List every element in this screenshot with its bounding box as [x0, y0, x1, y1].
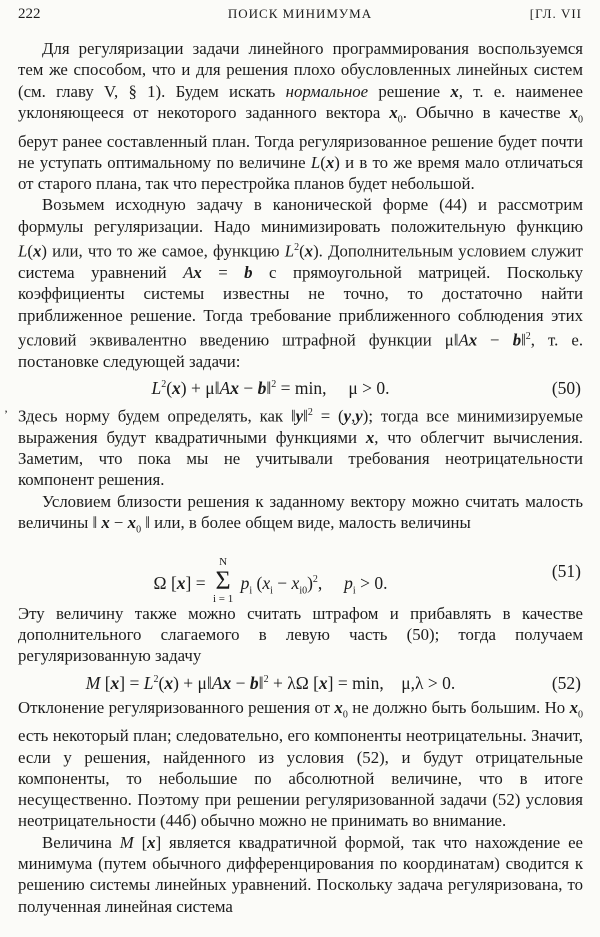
- paragraph-4: Условием близости решения к заданному вектору можно считать малость величины ‖ $x - x_0$ ‖ или, в более общем виде, малость величины: [18, 491, 583, 536]
- page-header: [18, 2, 582, 30]
- summation-sign: N Σ i = 1: [212, 555, 234, 605]
- equation-51-body: Ω [x] = N Σ i = 1 $p_i$ $(x_i - x_{i0})^2$, $p_i > 0$.: [153, 555, 388, 605]
- page-number: 222: [18, 6, 41, 22]
- chapter-reference: [ГЛ. VII: [529, 6, 582, 21]
- equation-52: [18, 667, 583, 697]
- equation-50-number: (50): [551, 378, 581, 398]
- paragraph-5: Эту величину также можно считать штрафом и прибавлять в качестве дополнительного слагаемого в левую часть (50); тогда получаем регуляризованную задачу: [18, 603, 583, 666]
- paragraph-3: Здесь норму будем определять, как ‖y‖$^2$ = (y,y); тогда все минимизируемые выражения будут квадратичными функциями x, что облегчит вычисления. Заметим, что пока мы не учитывали требования неотрицательности компонент решения.: [18, 406, 583, 490]
- paragraph-2: Возьмем исходную задачу в канонической форме (44) и рассмотрим формулы регуляризации. Надо минимизировать положительную функцию L(x) или, что то же самое, функцию $L^2(x)$. Дополнительным условием служит система уравнений Ax = b с прямоугольной матрицей. Поскольку коэффициенты системы известны не точно, то достаточно найти приближенное решение. Тогда требование приближенного соблюдения этих условий эквивалентно введению штрафной функции μ‖Ax − b‖$^2$, т. е. постановке следующей задачи:: [18, 195, 584, 371]
- body-text: [18, 38, 583, 917]
- paragraph-1: Для регуляризации задачи линейного программирования воспользуемся тем же способом, что и для решения плохо обусловленных линейных систем (см. главу V, § 1). Будем искать нормальное решение x, т. е. наименее уклоняющееся от некоторого заданного вектора $x_0$. Обычно в качестве $x_0$ берут ранее составленный план. Тогда регуляризованное решение будет почти не уступать оптимальному по величине L(x) и в то же время мало отличаться от старого плана, так что перестройка планов будет небольшой.: [18, 39, 584, 194]
- running-title: ПОИСК МИНИМУМА: [227, 6, 373, 21]
- paragraph-6: Отклонение регуляризованного решения от $x_0$ не должно быть большим. Но $x_0$ есть некоторый план; следовательно, его компоненты неотрицательны. Значит, если у решения, найденного из условия (52), и будут отрицательные компоненты, то небольшие по абсолютной величине, что в итоге несущественно. Поэтому при решении регуляризованной задачи (52) условия неотрицательности (44б) обычно можно не принимать во внимание.: [18, 697, 583, 831]
- equation-51: [18, 541, 583, 603]
- equation-52-number: (52): [551, 672, 581, 693]
- paragraph-7: Величина M [x] является квадратичной формой, так что нахождение ее минимума (путем обычного дифференцирования по координатам) сводится к решению системы линейных уравнений. Поскольку задача регуляризована, то полученная линейная система: [18, 832, 583, 916]
- margin-mark: ’: [4, 407, 8, 421]
- equation-50-body: $L^2(x)$ + μ‖Ax − b‖$^2$ = min, μ > 0.: [151, 378, 390, 398]
- equation-52-body: M $[x] = L^2(x)$ + μ‖Ax − b‖$^2$ + λΩ [x] = min, μ,λ > 0.: [85, 672, 456, 693]
- equation-50: [18, 372, 583, 402]
- equation-51-number: (51): [551, 560, 581, 581]
